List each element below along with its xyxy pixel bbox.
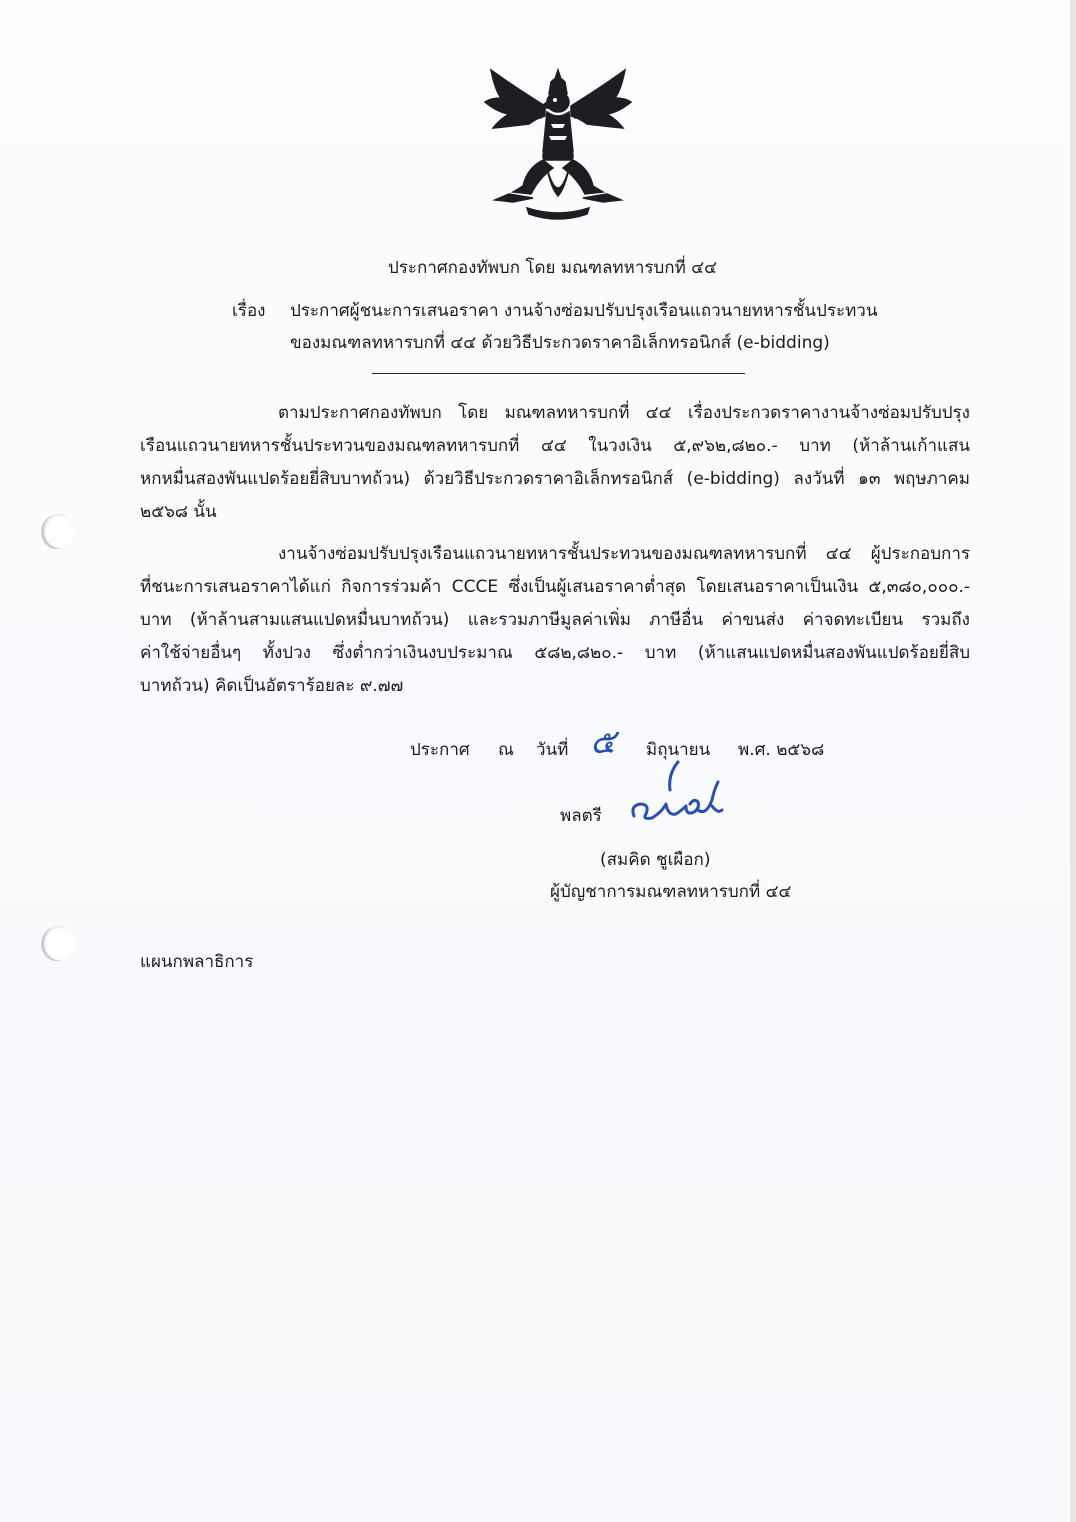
paragraph-2-line: งานจ้างซ่อมปรับปรุงเรือนแถวนายทหารชั้นประทวนของมณฑลทหารบกที่ ๔๔ ผู้ประกอบการ xyxy=(278,544,970,564)
signer-rank: พลตรี xyxy=(560,806,602,826)
subject-label: เรื่อง xyxy=(232,301,266,321)
paragraph-2 xyxy=(140,538,970,703)
title-divider xyxy=(372,373,745,374)
dateline-at: ณ xyxy=(498,740,514,760)
paragraph-1 xyxy=(140,397,970,529)
dateline-year: พ.ศ. ๒๕๖๘ xyxy=(738,740,825,760)
paper-edge xyxy=(1070,0,1076,1522)
paragraph-1-line: หกหมื่นสองพันแปดร้อยยี่สิบบาทถ้วน) ด้วยวิธีประกวดราคาอิเล็กทรอนิกส์ (e-bidding) ลงวันที่ ๑๓ พฤษภาคม xyxy=(140,469,970,489)
paragraph-1-line: เรือนแถวนายทหารชั้นประทวนของมณฑลทหารบกที่ ๔๔ ในวงเงิน ๕,๙๖๒,๘๒๐.- บาท (ห้าล้านเก้าแสน xyxy=(140,436,970,456)
paragraph-1-line: ๒๕๖๘ นั้น xyxy=(140,502,217,522)
dateline-month: มิถุนายน xyxy=(646,740,711,760)
handwritten-signature xyxy=(628,760,728,832)
signer-position: ผู้บัญชาการมณฑลทหารบกที่ ๔๔ xyxy=(550,882,792,902)
paragraph-2-line: บาท (ห้าล้านสามแสนแปดหมื่นบาทถ้วน) และรวมภาษีมูลค่าเพิ่ม ภาษีอื่น ค่าขนส่ง ค่าจดทะเบียน รวมถึง xyxy=(140,610,970,630)
punch-hole-top xyxy=(44,514,74,548)
dateline-day-label: วันที่ xyxy=(536,740,569,760)
department-label: แผนกพลาธิการ xyxy=(140,952,254,972)
dateline-announced: ประกาศ xyxy=(410,740,470,760)
paragraph-2-line: ค่าใช้จ่ายอื่นๆ ทั้งปวง ซึ่งต่ำกว่าเงินงบประมาณ ๕๘๒,๘๒๐.- บาท (ห้าแสนแปดหมื่นสองพันแปดร้อยยี่สิบ xyxy=(140,643,970,663)
handwritten-day: ๕ xyxy=(590,722,616,762)
announcement-title: ประกาศกองทัพบก โดย มณฑลทหารบกที่ ๔๔ xyxy=(388,258,717,278)
garuda-emblem xyxy=(483,68,633,228)
paragraph-1-line: ตามประกาศกองทัพบก โดย มณฑลทหารบกที่ ๔๔ เรื่องประกวดราคางานจ้างซ่อมปรับปรุง xyxy=(278,403,970,423)
punch-hole-bottom xyxy=(44,926,74,960)
paragraph-2-line: บาทถ้วน) คิดเป็นอัตราร้อยละ ๙.๗๗ xyxy=(140,676,404,696)
subject-line-1: ประกาศผู้ชนะการเสนอราคา งานจ้างซ่อมปรับปรุงเรือนแถวนายทหารชั้นประทวน xyxy=(290,301,878,321)
subject-line-2: ของมณฑลทหารบกที่ ๔๔ ด้วยวิธีประกวดราคาอิเล็กทรอนิกส์ (e-bidding) xyxy=(290,333,830,353)
signer-name: (สมคิด ชูเผือก) xyxy=(600,850,711,870)
paragraph-2-line: ที่ชนะการเสนอราคาได้แก่ กิจการร่วมค้า CCCE ซึ่งเป็นผู้เสนอราคาต่ำสุด โดยเสนอราคาเป็นเงิน ๕,๓๘๐,๐๐๐.- xyxy=(140,577,970,597)
